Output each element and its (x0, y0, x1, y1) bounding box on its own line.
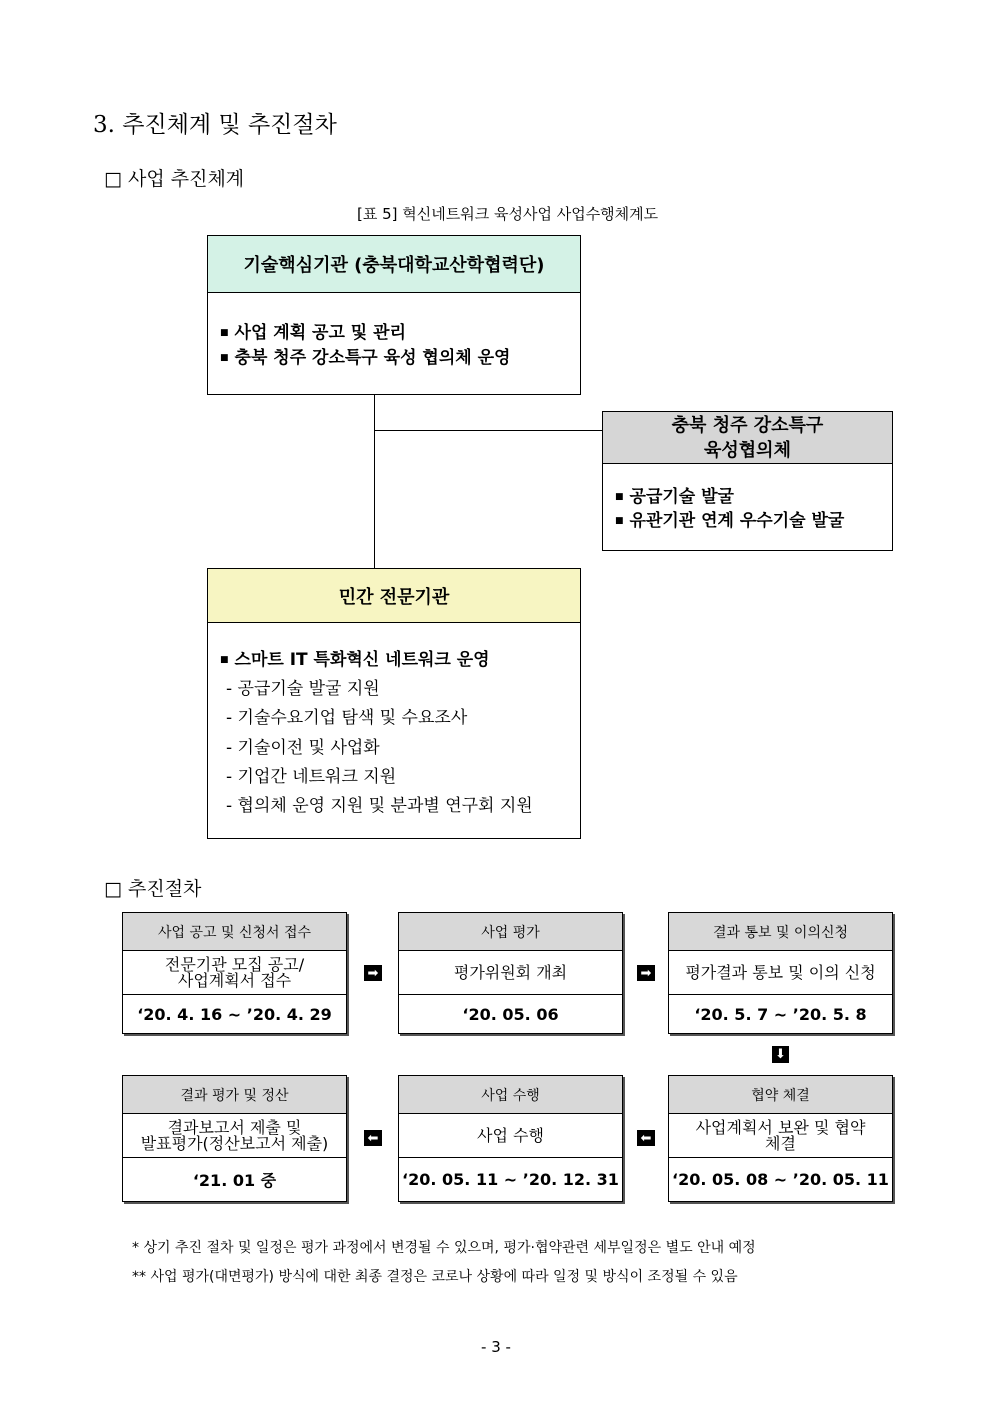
step-date: ‘20. 05. 08 ~ ’20. 05. 11 (672, 1170, 889, 1189)
private-subitem: - 기업간 네트워크 지원 (226, 767, 397, 787)
step-settlement (122, 1075, 347, 1202)
step-body: 평가위원회 개최 (399, 951, 622, 995)
step-notification (668, 912, 893, 1034)
step-body: 평가결과 통보 및 이의 신청 (669, 951, 892, 995)
connector-horizontal (374, 430, 603, 431)
council-item: ■ 유관기관 연계 우수기술 발굴 (615, 506, 844, 531)
private-bullet: ■ 스마트 IT 특화혁신 네트워크 운영 (220, 645, 490, 670)
subsection-procedure: □ 추진절차 (104, 878, 202, 900)
private-subitem: - 협의체 운영 지원 및 분과별 연구회 지원 (226, 796, 533, 816)
down-arrow-icon: ⬇ (772, 1046, 789, 1063)
council-box (602, 411, 893, 551)
section-title: 3. 추진체계 및 추진절차 (93, 112, 337, 138)
step-body-line: 전문기관 모집 공고/ (164, 954, 305, 974)
private-subitem: - 기술이전 및 사업화 (226, 738, 380, 758)
right-arrow-icon: ➡ (637, 965, 655, 981)
step-execution (398, 1075, 623, 1202)
core-item: ■ 사업 계획 공고 및 관리 (220, 318, 406, 343)
subsection-structure: □ 사업 추진체계 (104, 168, 245, 190)
step-header: 결과 평가 및 정산 (123, 1076, 346, 1114)
step-date: ‘20. 5. 7 ~ ’20. 5. 8 (694, 1004, 867, 1024)
step-header: 사업 수행 (399, 1076, 622, 1114)
step-agreement (668, 1075, 893, 1202)
core-institution-box (207, 235, 581, 395)
step-body-line: 발표평가(정산보고서 제출) (140, 1133, 329, 1153)
connector-vertical (374, 394, 375, 569)
private-institution-box (207, 568, 581, 839)
step-body-line: 사업계획서 보완 및 협약 (695, 1117, 866, 1137)
footnote: * 상기 추진 절차 및 일정은 평가 과정에서 변경될 수 있으며, 평가·협약관련 세부일정은 별도 안내 예정 (132, 1240, 756, 1256)
step-date: ‘20. 4. 16 ~ ’20. 4. 29 (137, 1004, 332, 1024)
step-evaluation (398, 912, 623, 1034)
step-header: 사업 평가 (399, 913, 622, 951)
step-body: 사업 수행 (399, 1114, 622, 1158)
left-arrow-icon: ⬅ (637, 1130, 655, 1146)
private-subitem: - 공급기술 발굴 지원 (226, 679, 380, 699)
private-subitem: - 기술수요기업 탐색 및 수요조사 (226, 708, 468, 728)
step-body (123, 1114, 346, 1158)
left-arrow-icon: ⬅ (364, 1130, 382, 1146)
step-body (669, 1114, 892, 1158)
step-date: ‘20. 05. 06 (462, 1004, 559, 1024)
step-body-line: 결과보고서 제출 및 (167, 1117, 302, 1137)
step-application (122, 912, 347, 1034)
private-institution-title: 민간 전문기관 (208, 569, 580, 623)
council-title (603, 412, 892, 464)
core-institution-title: 기술핵심기관 (충북대학교산학협력단) (208, 236, 580, 293)
step-body-line: 체결 (765, 1133, 796, 1153)
page-number: - 3 - (481, 1338, 511, 1356)
step-header: 협약 체결 (669, 1076, 892, 1114)
step-header: 사업 공고 및 신청서 접수 (123, 913, 346, 951)
right-arrow-icon: ➡ (364, 965, 382, 981)
council-title-line1: 충북 청주 강소특구 (671, 414, 824, 436)
footnote: ** 사업 평가(대면평가) 방식에 대한 최종 결정은 코로나 상황에 따라 일정 및 방식이 조정될 수 있음 (132, 1269, 738, 1285)
step-body-line: 사업계획서 접수 (177, 970, 292, 990)
council-title-line2: 육성협의체 (704, 439, 791, 461)
step-header: 결과 통보 및 이의신청 (669, 913, 892, 951)
step-date: ‘20. 05. 11 ~ ’20. 12. 31 (402, 1170, 619, 1189)
step-body (123, 951, 346, 995)
step-date: ‘21. 01 중 (192, 1171, 277, 1190)
core-item: ■ 충북 청주 강소특구 육성 협의체 운영 (220, 343, 510, 368)
table-caption: [표 5] 혁신네트워크 육성사업 사업수행체계도 (357, 205, 659, 223)
council-item: ■ 공급기술 발굴 (615, 482, 734, 507)
